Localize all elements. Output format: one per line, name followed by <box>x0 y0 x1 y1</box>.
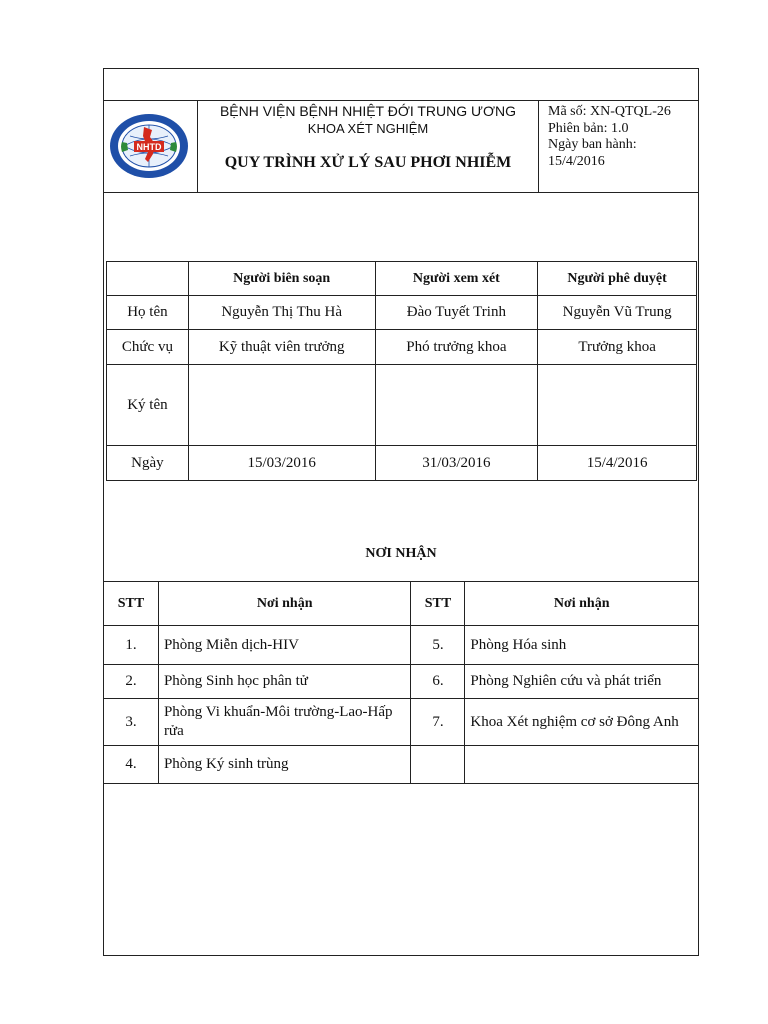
row-label: Họ tên <box>107 296 189 330</box>
table-row <box>104 746 699 784</box>
recipient-name: Phòng Sinh học phân tử <box>158 665 411 699</box>
table-header-cell <box>107 262 189 296</box>
table-cell: 31/03/2016 <box>375 446 538 481</box>
recipient-name: Khoa Xét nghiệm cơ sở Đông Anh <box>465 699 699 746</box>
recipients-table <box>103 581 699 784</box>
row-label: Ngày <box>107 446 189 481</box>
table-header-cell: Nơi nhận <box>158 582 411 626</box>
table-header-cell: Người phê duyệt <box>538 262 697 296</box>
table-cell: 15/4/2016 <box>538 446 697 481</box>
document-title: QUY TRÌNH XỬ LÝ SAU PHƠI NHIỄM <box>224 154 512 171</box>
table-row <box>104 699 699 746</box>
table-cell: Nguyễn Thị Thu Hà <box>188 296 375 330</box>
department-name: KHOA XÉT NGHIỆM <box>307 121 429 136</box>
table-header-row <box>107 262 697 296</box>
row-number: 2. <box>104 665 159 699</box>
logo-text: NHTD <box>136 142 162 152</box>
signature-cell <box>188 365 375 446</box>
table-header-cell: STT <box>104 582 159 626</box>
table-header-cell: STT <box>411 582 465 626</box>
table-row <box>104 626 699 665</box>
row-number: 4. <box>104 746 159 784</box>
issue-date-label: Ngày ban hành: <box>548 137 637 152</box>
row-number <box>411 746 465 784</box>
page-frame <box>103 68 699 956</box>
table-row <box>107 446 697 481</box>
table-row <box>107 330 697 365</box>
row-label: Ký tên <box>107 365 189 446</box>
document-meta <box>548 104 696 170</box>
table-cell: Đào Tuyết Trinh <box>375 296 538 330</box>
recipient-name: Phòng Nghiên cứu và phát triển <box>465 665 699 699</box>
table-cell: Nguyễn Vũ Trung <box>538 296 697 330</box>
table-row <box>104 665 699 699</box>
row-number: 3. <box>104 699 159 746</box>
row-number: 7. <box>411 699 465 746</box>
recipient-name <box>465 746 699 784</box>
section-title: NƠI NHẬN <box>365 546 437 561</box>
recipient-name: Phòng Hóa sinh <box>465 626 699 665</box>
hospital-name: BỆNH VIỆN BỆNH NHIỆT ĐỚI TRUNG ƯƠNG <box>219 103 517 119</box>
issue-date: 15/4/2016 <box>548 153 605 169</box>
table-header-cell: Người biên soạn <box>188 262 375 296</box>
table-header-cell: Nơi nhận <box>465 582 699 626</box>
table-cell: Phó trưởng khoa <box>375 330 538 365</box>
table-row <box>107 365 697 446</box>
row-number: 1. <box>104 626 159 665</box>
row-number: 6. <box>411 665 465 699</box>
table-header-row <box>104 582 699 626</box>
document-version: Phiên bản: 1.0 <box>548 120 629 136</box>
row-number: 5. <box>411 626 465 665</box>
table-header-cell: Người xem xét <box>375 262 538 296</box>
recipient-name: Phòng Ký sinh trùng <box>158 746 411 784</box>
signature-cell <box>538 365 697 446</box>
recipient-name: Phòng Vi khuẩn-Môi trường-Lao-Hấp rửa <box>158 699 411 746</box>
header-divider <box>538 101 539 192</box>
document-code: Mã số: XN-QTQL-26 <box>548 104 671 119</box>
hospital-logo <box>108 112 190 180</box>
approval-table <box>106 261 697 481</box>
signature-cell <box>375 365 538 446</box>
row-label: Chức vụ <box>107 330 189 365</box>
table-row <box>107 296 697 330</box>
table-cell: Trưởng khoa <box>538 330 697 365</box>
table-cell: 15/03/2016 <box>188 446 375 481</box>
document-header <box>103 100 699 193</box>
table-cell: Kỹ thuật viên trưởng <box>188 330 375 365</box>
header-divider <box>197 101 198 192</box>
recipient-name: Phòng Miễn dịch-HIV <box>158 626 411 665</box>
